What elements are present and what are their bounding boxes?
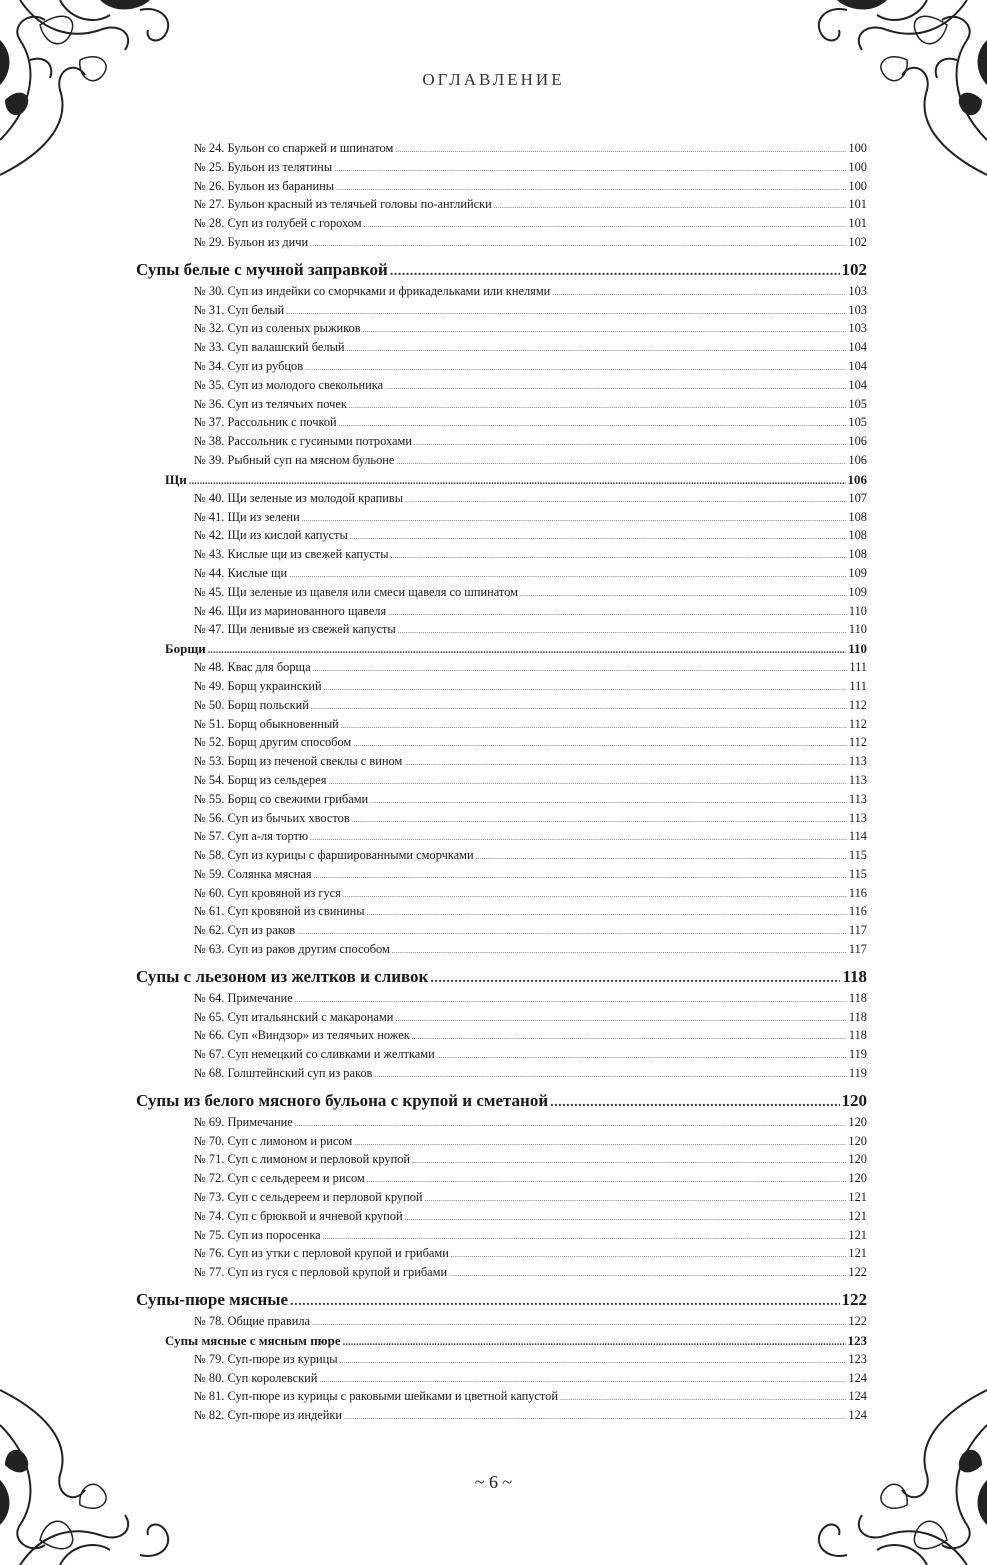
toc-page-number: 103 (848, 321, 867, 336)
toc-page-number: 105 (848, 415, 867, 430)
toc-page-number: 111 (849, 660, 867, 675)
toc-entry[interactable] (136, 491, 867, 510)
toc-entry[interactable] (136, 434, 867, 453)
toc-title: № 73. Суп с сельдереем и перловой крупой (194, 1190, 423, 1205)
toc-page-number: 116 (848, 904, 867, 919)
toc-title: № 27. Бульон красный из телячьей головы по-английски (194, 197, 492, 212)
toc-page-number: 103 (848, 302, 867, 317)
toc-page-number: 120 (848, 1152, 867, 1167)
toc-title: № 38. Рассольник с гусиными потрохами (194, 434, 412, 449)
toc-entry[interactable] (136, 622, 867, 641)
toc-title: № 55. Борщ со свежими грибами (194, 791, 369, 806)
toc-title: № 78. Общие правила (194, 1314, 311, 1329)
toc-page-number: 120 (848, 1114, 867, 1129)
toc-section[interactable] (136, 1091, 867, 1113)
toc-entry[interactable] (136, 566, 867, 585)
toc-entry[interactable] (136, 1134, 867, 1153)
toc-title: № 68. Голштейнский суп из раков (194, 1066, 373, 1081)
running-head: ОГЛАВЛЕНИЕ (422, 70, 565, 89)
toc-page-number: 113 (848, 772, 867, 787)
toc-page-number: 110 (848, 603, 867, 618)
toc-page-number: 102 (841, 259, 867, 279)
dot-leader (189, 476, 846, 487)
toc-title: № 50. Борщ польский (194, 697, 309, 712)
toc-title: № 57. Суп а-ля тортю (194, 829, 309, 844)
dot-leader (324, 684, 848, 692)
toc-title: Супы-пюре мясные (136, 1290, 289, 1310)
dot-leader (208, 645, 846, 656)
toc-page-number: 104 (848, 358, 867, 373)
toc-title: № 61. Суп кровяной из свинины (194, 904, 365, 919)
toc-entry[interactable] (136, 717, 867, 736)
dot-leader (392, 947, 847, 955)
toc-title: № 33. Суп валашский белый (194, 340, 345, 355)
toc-title: № 49. Борщ украинский (194, 678, 322, 693)
dot-leader (310, 240, 846, 248)
dot-leader (349, 402, 847, 410)
dot-leader (353, 740, 847, 748)
toc-title: № 44. Кислые щи (194, 565, 288, 580)
toc-entry[interactable] (136, 1246, 867, 1265)
toc-title: № 65. Суп итальянский с макаронами (194, 1009, 394, 1024)
toc-entry[interactable] (136, 160, 867, 179)
toc-entry[interactable] (136, 415, 867, 434)
toc-page-number: 108 (848, 509, 867, 524)
dot-leader (405, 1214, 847, 1222)
toc-title: № 30. Суп из индейки со сморчками и фрикадельками или кнелями (194, 283, 551, 298)
dot-leader (367, 909, 847, 917)
dot-leader (550, 1095, 839, 1111)
toc-title: № 29. Бульон из дичи (194, 234, 309, 249)
toc-entry[interactable] (136, 216, 867, 235)
toc-title: Супы мясные с мясным пюре (165, 1332, 341, 1348)
toc-title: № 51. Борщ обыкновенный (194, 716, 339, 731)
dot-leader (425, 1195, 847, 1203)
toc-entry[interactable] (136, 1371, 867, 1390)
dot-leader (391, 552, 847, 560)
toc-page-number: 112 (848, 697, 867, 712)
toc-page-number: 106 (848, 434, 867, 449)
toc-title: № 54. Борщ из сельдерея (194, 772, 327, 787)
toc-title: № 66. Суп «Виндзор» из телячьих ножек (194, 1028, 410, 1043)
toc-title: № 70. Суп с лимоном и рисом (194, 1133, 353, 1148)
toc-page-number: 111 (849, 678, 867, 693)
toc-page-number: 101 (848, 216, 867, 231)
toc-entry[interactable] (136, 1389, 867, 1408)
toc-entry[interactable] (136, 179, 867, 198)
toc-entry[interactable] (136, 1047, 867, 1066)
dot-leader (494, 202, 847, 210)
toc-subsection[interactable] (136, 472, 867, 491)
toc-title: № 81. Суп-пюре из курицы с раковыми шейками и цветной капустой (194, 1389, 559, 1404)
dot-leader (363, 326, 847, 334)
toc-entry[interactable] (136, 303, 867, 322)
toc-page-number: 109 (848, 565, 867, 580)
dot-leader (430, 971, 840, 987)
toc-page-number: 113 (848, 754, 867, 769)
dot-leader (476, 853, 847, 861)
toc-title: № 48. Квас для борща (194, 660, 311, 675)
toc-page-number: 101 (848, 197, 867, 212)
dot-leader (340, 1357, 847, 1365)
dot-leader (312, 1319, 846, 1327)
toc-page-number: 104 (848, 340, 867, 355)
toc-entry[interactable] (136, 1171, 867, 1190)
toc-title: № 64. Примечание (194, 990, 293, 1005)
toc-title: № 58. Суп из курицы с фаршированными сморчками (194, 848, 474, 863)
dot-leader (286, 308, 846, 316)
toc-page-number: 100 (848, 178, 867, 193)
toc-title: № 45. Щи зеленые из щавеля или смеси щавеля со шпинатом (194, 584, 518, 599)
toc-title: № 24. Бульон со спаржей и шпинатом (194, 141, 394, 155)
toc-title: № 40. Щи зеленые из молодой крапивы (194, 490, 404, 505)
dot-leader (449, 1270, 846, 1278)
toc-entry[interactable] (136, 1265, 867, 1284)
toc-section[interactable] (136, 1290, 867, 1312)
dot-leader (344, 1413, 846, 1421)
toc-page-number: 112 (848, 716, 867, 731)
toc-entry[interactable] (136, 848, 867, 867)
toc-entry[interactable] (136, 235, 867, 254)
toc-entry[interactable] (136, 811, 867, 830)
toc-entry[interactable] (136, 604, 867, 623)
dot-leader (343, 891, 847, 899)
dot-leader (339, 420, 847, 428)
toc-entry[interactable] (136, 792, 867, 811)
toc-entry[interactable] (136, 867, 867, 886)
toc-title: № 53. Борщ из печеной свеклы с вином (194, 754, 403, 769)
dot-leader (290, 1294, 839, 1310)
toc-title: № 47. Щи ленивые из свежей капусты (194, 622, 396, 637)
toc-title: № 82. Суп-пюре из индейки (194, 1408, 343, 1423)
dot-leader (396, 458, 846, 466)
toc-page-number: 116 (848, 885, 867, 900)
dot-leader (404, 759, 847, 767)
toc-title: № 59. Солянка мясная (194, 866, 312, 881)
toc-subsection[interactable] (136, 1333, 867, 1352)
toc-page-number: 118 (848, 990, 867, 1005)
dot-leader (395, 146, 846, 154)
toc-page-number: 108 (848, 547, 867, 562)
dot-leader (313, 665, 848, 673)
dot-leader (341, 722, 847, 730)
toc-page-number: 100 (848, 159, 867, 174)
dot-leader (350, 533, 847, 541)
toc-page-number: 108 (848, 528, 867, 543)
toc-page-number: 112 (848, 735, 867, 750)
dot-leader (520, 590, 846, 598)
toc-page-number: 118 (842, 966, 867, 986)
toc-title: № 63. Суп из раков другим способом (194, 942, 390, 957)
toc-entry[interactable] (136, 141, 867, 160)
dot-leader (552, 289, 846, 297)
dot-leader (367, 1176, 847, 1184)
toc-title: № 75. Суп из поросенка (194, 1227, 321, 1242)
toc-page-number: 115 (848, 848, 867, 863)
dot-leader (388, 609, 847, 617)
toc-page-number: 122 (848, 1314, 867, 1329)
toc-entry[interactable] (136, 991, 867, 1010)
dot-leader (374, 1071, 846, 1079)
toc-entry[interactable] (136, 359, 867, 378)
toc-title: № 52. Борщ другим способом (194, 735, 352, 750)
toc-entry[interactable] (136, 1408, 867, 1427)
dot-leader (343, 1337, 846, 1348)
toc-page-number: 122 (841, 1290, 867, 1310)
toc-title: № 69. Примечание (194, 1114, 293, 1129)
toc-entry[interactable] (136, 1209, 867, 1228)
toc-title: № 28. Суп из голубей с горохом (194, 216, 362, 231)
toc-page-number: 124 (848, 1408, 867, 1423)
toc-page-number: 123 (847, 1332, 867, 1348)
dot-leader (311, 703, 847, 711)
toc-entry[interactable] (136, 829, 867, 848)
dot-leader (319, 1376, 846, 1384)
toc-entry[interactable] (136, 321, 867, 340)
toc-entry[interactable] (136, 660, 867, 679)
toc-page-number: 120 (848, 1133, 867, 1148)
dot-leader (398, 627, 847, 635)
toc-page-number: 122 (848, 1265, 867, 1280)
toc-page-number: 102 (848, 234, 867, 249)
dot-leader (328, 778, 846, 786)
dot-leader (334, 165, 846, 173)
toc-entry[interactable] (136, 754, 867, 773)
toc-section[interactable] (136, 260, 867, 282)
toc-page-number: 120 (841, 1090, 867, 1110)
dot-leader (560, 1394, 846, 1402)
page-number: ~ 6 ~ (474, 1472, 513, 1492)
toc-page-number: 109 (848, 584, 867, 599)
toc-entry[interactable] (136, 528, 867, 547)
toc-entry[interactable] (136, 1115, 867, 1134)
dot-leader (352, 816, 847, 824)
toc-entry[interactable] (136, 378, 867, 397)
toc-entry[interactable] (136, 679, 867, 698)
toc-page-number: 104 (848, 377, 867, 392)
toc-title: № 74. Суп с брюквой и ячневой крупой (194, 1208, 403, 1223)
toc-page-number: 115 (848, 866, 867, 881)
toc-title: № 67. Суп немецкий со сливками и желтками (194, 1047, 435, 1062)
table-of-contents (136, 141, 867, 1427)
toc-page-number: 107 (848, 490, 867, 505)
toc-entry[interactable] (136, 1066, 867, 1085)
toc-page-number: 121 (848, 1246, 867, 1261)
toc-title: Борщи (165, 641, 206, 657)
dot-leader (314, 872, 847, 880)
toc-title: № 36. Суп из телячьих почек (194, 396, 347, 411)
toc-page-number: 106 (847, 471, 867, 487)
toc-title: № 60. Суп кровяной из гуся (194, 885, 341, 900)
dot-leader (370, 797, 847, 805)
dot-leader (395, 1015, 846, 1023)
toc-entry[interactable] (136, 1352, 867, 1371)
toc-entry[interactable] (136, 698, 867, 717)
toc-entry[interactable] (136, 197, 867, 216)
toc-title: № 26. Бульон из баранины (194, 178, 335, 193)
toc-page-number: 114 (848, 829, 867, 844)
toc-title: № 79. Суп-пюре из курицы (194, 1351, 338, 1366)
toc-title: № 31. Суп белый (194, 302, 285, 317)
toc-page-number: 100 (848, 141, 867, 155)
toc-page-number: 113 (848, 791, 867, 806)
toc-section[interactable] (136, 967, 867, 989)
toc-page-number: 105 (848, 396, 867, 411)
toc-entry[interactable] (136, 340, 867, 359)
dot-leader (451, 1251, 846, 1259)
toc-entry[interactable] (136, 585, 867, 604)
dot-leader (412, 1157, 846, 1165)
toc-title: № 37. Рассольник с почкой (194, 415, 337, 430)
toc-title: № 71. Суп с лимоном и перловой крупой (194, 1152, 411, 1167)
toc-page-number: 113 (848, 810, 867, 825)
toc-page-number: 103 (848, 283, 867, 298)
toc-entry[interactable] (136, 735, 867, 754)
dot-leader (347, 345, 847, 353)
dot-leader (437, 1052, 847, 1060)
toc-title: № 56. Суп из бычьих хвостов (194, 810, 350, 825)
toc-title: № 42. Щи из кислой капусты (194, 528, 348, 543)
dot-leader (390, 264, 840, 280)
toc-entry[interactable] (136, 284, 867, 303)
toc-page-number: 119 (848, 1066, 867, 1081)
dot-leader (412, 1033, 847, 1041)
toc-title: № 39. Рыбный суп на мясном бульоне (194, 452, 395, 467)
dot-leader (323, 1233, 847, 1241)
toc-page-number: 118 (848, 1009, 867, 1024)
toc-page-number: 124 (848, 1370, 867, 1385)
toc-entry[interactable] (136, 1010, 867, 1029)
toc-title: № 80. Суп королевский (194, 1370, 318, 1385)
dot-leader (295, 1120, 847, 1128)
toc-page-number: 117 (848, 923, 867, 938)
toc-entry[interactable] (136, 904, 867, 923)
toc-title: № 62. Суп из раков (194, 923, 296, 938)
toc-entry[interactable] (136, 397, 867, 416)
toc-title: № 72. Суп с сельдереем и рисом (194, 1171, 365, 1186)
toc-page-number: 121 (848, 1190, 867, 1205)
toc-page-number: 106 (848, 452, 867, 467)
dot-leader (354, 1139, 846, 1147)
toc-entry[interactable] (136, 1190, 867, 1209)
toc-title: № 77. Суп из гуся с перловой крупой и грибами (194, 1265, 448, 1280)
dot-leader (297, 928, 847, 936)
toc-title: № 25. Бульон из телятины (194, 159, 333, 174)
dot-leader (310, 834, 847, 842)
toc-title: Супы белые с мучной заправкой (136, 259, 388, 279)
toc-page-number: 118 (848, 1028, 867, 1043)
toc-entry[interactable] (136, 923, 867, 942)
dot-leader (305, 364, 846, 372)
toc-title: № 41. Щи из зелени (194, 509, 300, 524)
toc-title: № 43. Кислые щи из свежей капусты (194, 547, 389, 562)
toc-title: Супы с льезоном из желтков и сливок (136, 966, 429, 986)
toc-entry[interactable] (136, 1028, 867, 1047)
toc-entry[interactable] (136, 453, 867, 472)
toc-page-number: 124 (848, 1389, 867, 1404)
toc-page-number: 110 (848, 622, 867, 637)
toc-page-number: 121 (848, 1227, 867, 1242)
toc-entry[interactable] (136, 547, 867, 566)
toc-title: № 76. Суп из утки с перловой крупой и грибами (194, 1246, 449, 1261)
toc-entry[interactable] (136, 1228, 867, 1247)
toc-entry[interactable] (136, 942, 867, 961)
toc-entry[interactable] (136, 886, 867, 905)
toc-title: № 46. Щи из маринованного щавеля (194, 603, 387, 618)
dot-leader (302, 515, 847, 523)
toc-entry[interactable] (136, 510, 867, 529)
toc-entry[interactable] (136, 1314, 867, 1333)
toc-page-number: 119 (848, 1047, 867, 1062)
toc-title: № 34. Суп из рубцов (194, 358, 304, 373)
toc-title: Щи (165, 471, 187, 487)
dot-leader (364, 221, 847, 229)
dot-leader (385, 383, 846, 391)
dot-leader (336, 184, 846, 192)
dot-leader (295, 996, 847, 1004)
toc-page-number: 117 (848, 942, 867, 957)
dot-leader (289, 571, 846, 579)
toc-title: № 35. Суп из молодого свекольника (194, 377, 384, 392)
toc-page-number: 123 (848, 1351, 867, 1366)
toc-page-number: 110 (848, 641, 867, 657)
toc-entry[interactable] (136, 1152, 867, 1171)
toc-subsection[interactable] (136, 641, 867, 660)
toc-title: Супы из белого мясного бульона с крупой и сметаной (136, 1090, 549, 1110)
toc-title: № 32. Суп из соленых рыжиков (194, 321, 361, 336)
toc-entry[interactable] (136, 773, 867, 792)
dot-leader (414, 439, 846, 447)
toc-page-number: 120 (848, 1171, 867, 1186)
toc-page-number: 121 (848, 1208, 867, 1223)
dot-leader (405, 496, 846, 504)
